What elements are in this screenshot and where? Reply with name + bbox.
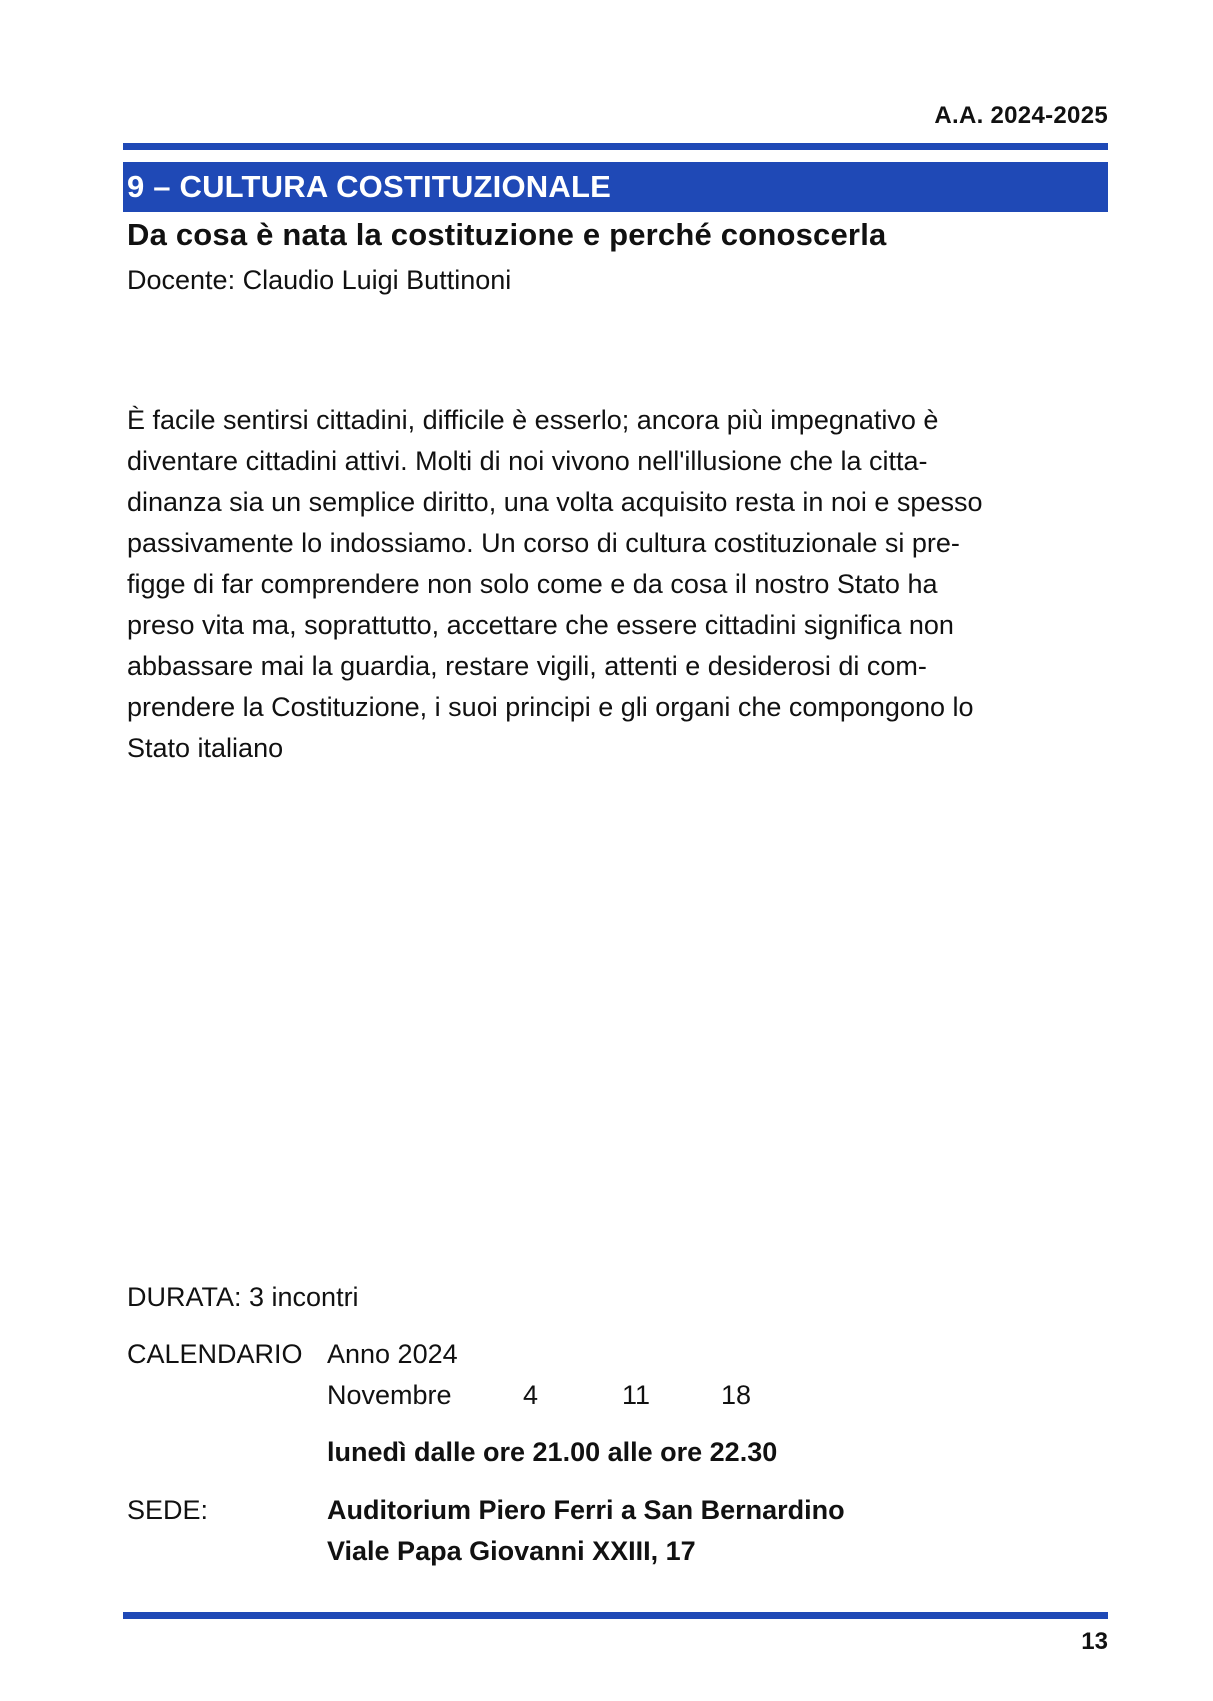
description-line: Stato italiano <box>127 733 284 763</box>
course-title: Da cosa è nata la costituzione e perché conoscerla <box>127 217 887 252</box>
venue-label: SEDE: <box>127 1495 209 1525</box>
description-line: prendere la Costituzione, i suoi principi e gli organi che compongono lo <box>127 692 974 722</box>
academic-year: A.A. 2024-2025 <box>934 102 1108 129</box>
venue-address: Viale Papa Giovanni XXIII, 17 <box>327 1536 696 1566</box>
description-line: dinanza sia un semplice diritto, una volta acquisito resta in noi e spesso <box>127 487 983 517</box>
top-divider <box>123 143 1108 150</box>
teacher-name: Docente: Claudio Luigi Buttinoni <box>127 265 512 295</box>
course-description <box>127 400 1107 769</box>
schedule-time: lunedì dalle ore 21.00 alle ore 22.30 <box>327 1437 778 1467</box>
description-line: figge di far comprendere non solo come e da cosa il nostro Stato ha <box>127 569 938 599</box>
calendar-year: Anno 2024 <box>327 1339 458 1369</box>
calendar-month: Novembre <box>327 1380 452 1410</box>
description-line: È facile sentirsi cittadini, difficile è esserlo; ancora più impegnativo è <box>127 405 939 435</box>
duration: DURATA: 3 incontri <box>127 1282 359 1312</box>
calendar-label: CALENDARIO <box>127 1339 303 1369</box>
calendar-day: 4 <box>523 1380 539 1410</box>
description-line: diventare cittadini attivi. Molti di noi vivono nell'illusione che la citta- <box>127 446 928 476</box>
venue-name: Auditorium Piero Ferri a San Bernardino <box>327 1495 845 1525</box>
section-title: 9 – CULTURA COSTITUZIONALE <box>123 162 1108 212</box>
page-number: 13 <box>1081 1628 1108 1655</box>
description-line: passivamente lo indossiamo. Un corso di cultura costituzionale si pre- <box>127 528 960 558</box>
bottom-divider <box>123 1612 1108 1619</box>
description-line: abbassare mai la guardia, restare vigili, attenti e desiderosi di com- <box>127 651 927 681</box>
calendar-day: 18 <box>721 1380 752 1410</box>
calendar-day: 11 <box>622 1380 651 1410</box>
description-line: preso vita ma, soprattutto, accettare che essere cittadini significa non <box>127 610 954 640</box>
